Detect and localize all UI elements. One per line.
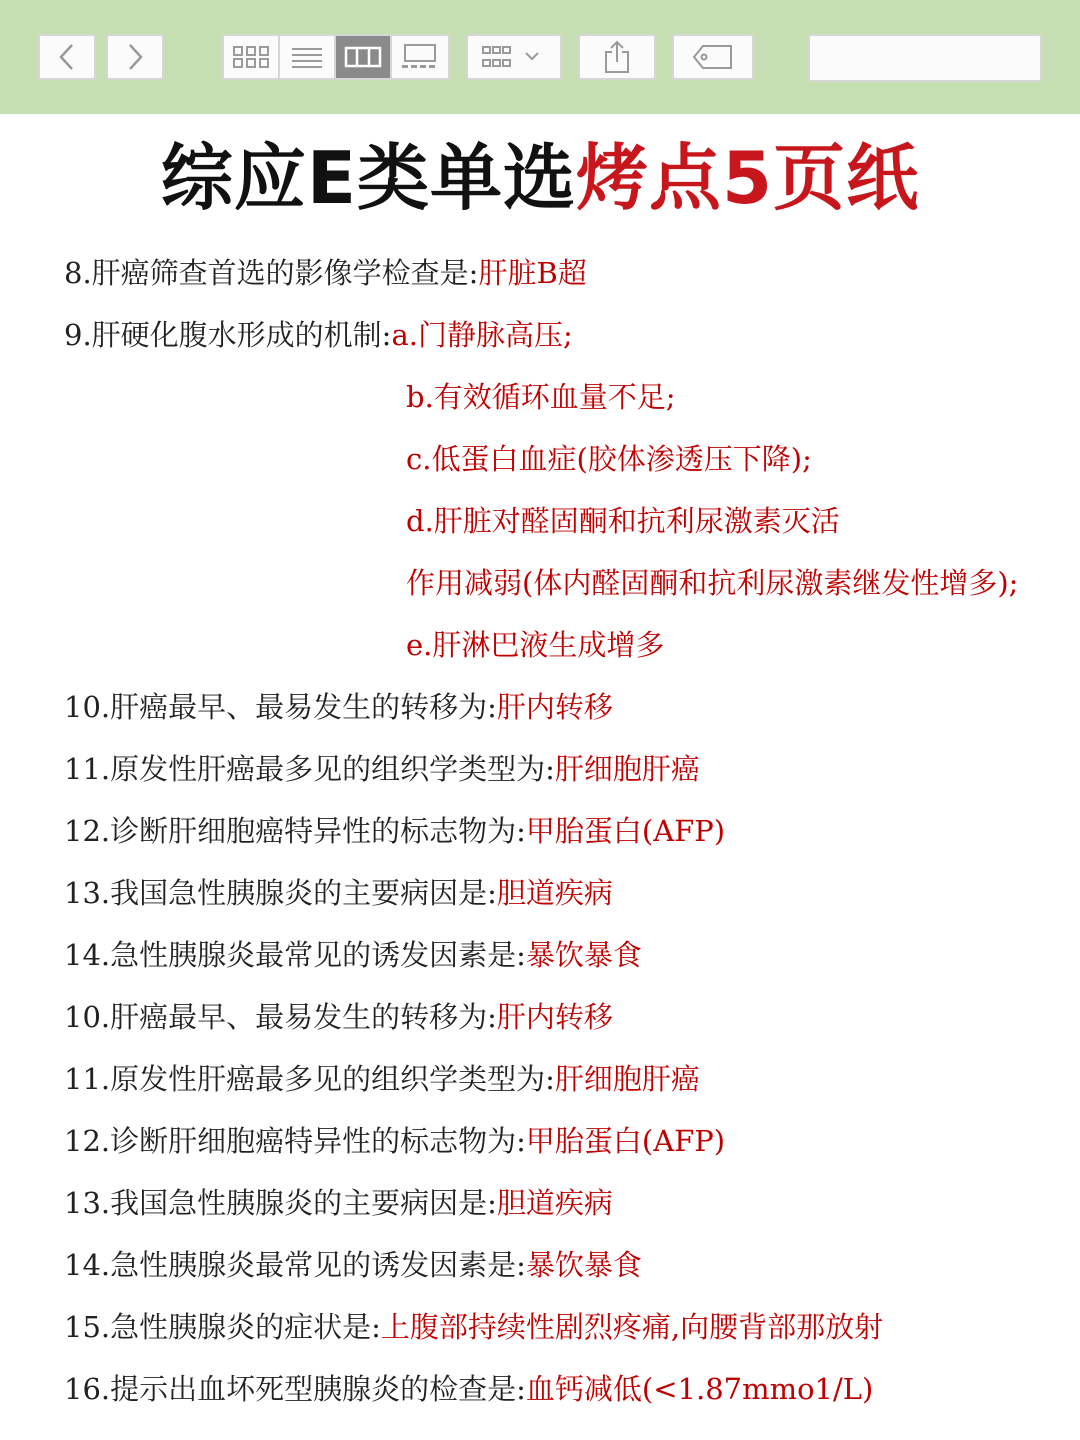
answer-text: 肝细胞肝癌 xyxy=(554,752,700,786)
answer-text: 暴饮暴食 xyxy=(525,1248,642,1282)
question-text: 8.肝癌筛查首选的影像学检查是: xyxy=(64,256,479,290)
title-part-black: 综应E类单选 xyxy=(160,136,577,220)
title-part-red: 烤点5页纸 xyxy=(576,136,920,220)
qa-line xyxy=(64,738,1074,800)
search-input[interactable] xyxy=(828,42,1057,74)
answer-text: 作用减弱(体内醛固酮和抗利尿激素继发性增多); xyxy=(406,566,1019,600)
qa-line xyxy=(64,924,1074,986)
answer-text: b.有效循环血量不足; xyxy=(406,380,676,414)
answer-text: a.门静脉高压; xyxy=(391,318,573,352)
group-button[interactable] xyxy=(466,34,562,80)
view-icons-button[interactable] xyxy=(224,36,280,78)
answer-text: 胆道疾病 xyxy=(496,876,613,910)
question-text: 13.我国急性胰腺炎的主要病因是: xyxy=(64,1186,497,1220)
qa-line xyxy=(64,1110,1074,1172)
answer-continuation-line xyxy=(64,490,1074,552)
grid-icon xyxy=(231,44,271,70)
question-text: 10.肝癌最早、最易发生的转移为: xyxy=(64,1000,497,1034)
qa-line xyxy=(64,1234,1074,1296)
answer-continuation-line xyxy=(64,552,1074,614)
chevron-left-icon xyxy=(57,42,77,72)
qa-line xyxy=(64,1048,1074,1110)
list-icon xyxy=(290,45,324,69)
tag-icon xyxy=(691,43,735,71)
question-text: 9.肝硬化腹水形成的机制: xyxy=(64,318,392,352)
question-text: 14.急性胰腺炎最常见的诱发因素是: xyxy=(64,938,526,972)
answer-text: c.低蛋白血症(胶体渗透压下降); xyxy=(406,442,812,476)
answer-text: e.肝淋巴液生成增多 xyxy=(406,628,665,662)
qa-line xyxy=(64,242,1074,304)
qa-line xyxy=(64,676,1074,738)
answer-continuation-line xyxy=(64,428,1074,490)
qa-list xyxy=(64,242,1074,1420)
qa-line xyxy=(64,800,1074,862)
group-icon xyxy=(479,44,549,70)
question-text: 14.急性胰腺炎最常见的诱发因素是: xyxy=(64,1248,526,1282)
view-columns-button[interactable] xyxy=(336,36,392,78)
answer-text: 肝脏B超 xyxy=(478,256,587,290)
columns-icon xyxy=(344,46,382,68)
chevron-right-icon xyxy=(125,42,145,72)
answer-text: 暴饮暴食 xyxy=(525,938,642,972)
answer-text: 血钙减低(<1.87mmo1/L) xyxy=(525,1372,874,1406)
qa-line xyxy=(64,1172,1074,1234)
qa-line xyxy=(64,304,1074,366)
answer-text: 甲胎蛋白(AFP) xyxy=(525,1124,726,1158)
answer-text: 肝内转移 xyxy=(496,690,613,724)
share-icon xyxy=(602,40,632,74)
answer-text: 甲胎蛋白(AFP) xyxy=(525,814,726,848)
qa-line xyxy=(64,986,1074,1048)
question-text: 16.提示出血坏死型胰腺炎的检查是: xyxy=(64,1372,526,1406)
share-button[interactable] xyxy=(578,34,656,80)
answer-text: 上腹部持续性剧烈疼痛,向腰背部那放射 xyxy=(380,1310,884,1344)
question-text: 15.急性胰腺炎的症状是: xyxy=(64,1310,381,1344)
view-gallery-button[interactable] xyxy=(392,36,448,78)
question-text: 10.肝癌最早、最易发生的转移为: xyxy=(64,690,497,724)
back-button[interactable] xyxy=(38,34,96,80)
search-field[interactable] xyxy=(808,34,1042,82)
page-title xyxy=(0,132,1080,224)
answer-continuation-line xyxy=(64,366,1074,428)
answer-text: 肝内转移 xyxy=(496,1000,613,1034)
tag-button[interactable] xyxy=(672,34,754,80)
forward-button[interactable] xyxy=(106,34,164,80)
gallery-icon xyxy=(400,43,440,71)
question-text: 11.原发性肝癌最多见的组织学类型为: xyxy=(64,752,555,786)
question-text: 13.我国急性胰腺炎的主要病因是: xyxy=(64,876,497,910)
answer-text: 胆道疾病 xyxy=(496,1186,613,1220)
question-text: 12.诊断肝细胞癌特异性的标志物为: xyxy=(64,814,526,848)
qa-line xyxy=(64,1296,1074,1358)
answer-text: 肝细胞肝癌 xyxy=(554,1062,700,1096)
view-list-button[interactable] xyxy=(280,36,336,78)
qa-line xyxy=(64,862,1074,924)
question-text: 12.诊断肝细胞癌特异性的标志物为: xyxy=(64,1124,526,1158)
view-mode-group xyxy=(222,34,450,80)
answer-continuation-line xyxy=(64,614,1074,676)
qa-line xyxy=(64,1358,1074,1420)
toolbar xyxy=(0,0,1080,114)
question-text: 11.原发性肝癌最多见的组织学类型为: xyxy=(64,1062,555,1096)
answer-text: d.肝脏对醛固酮和抗利尿激素灭活 xyxy=(406,504,840,538)
